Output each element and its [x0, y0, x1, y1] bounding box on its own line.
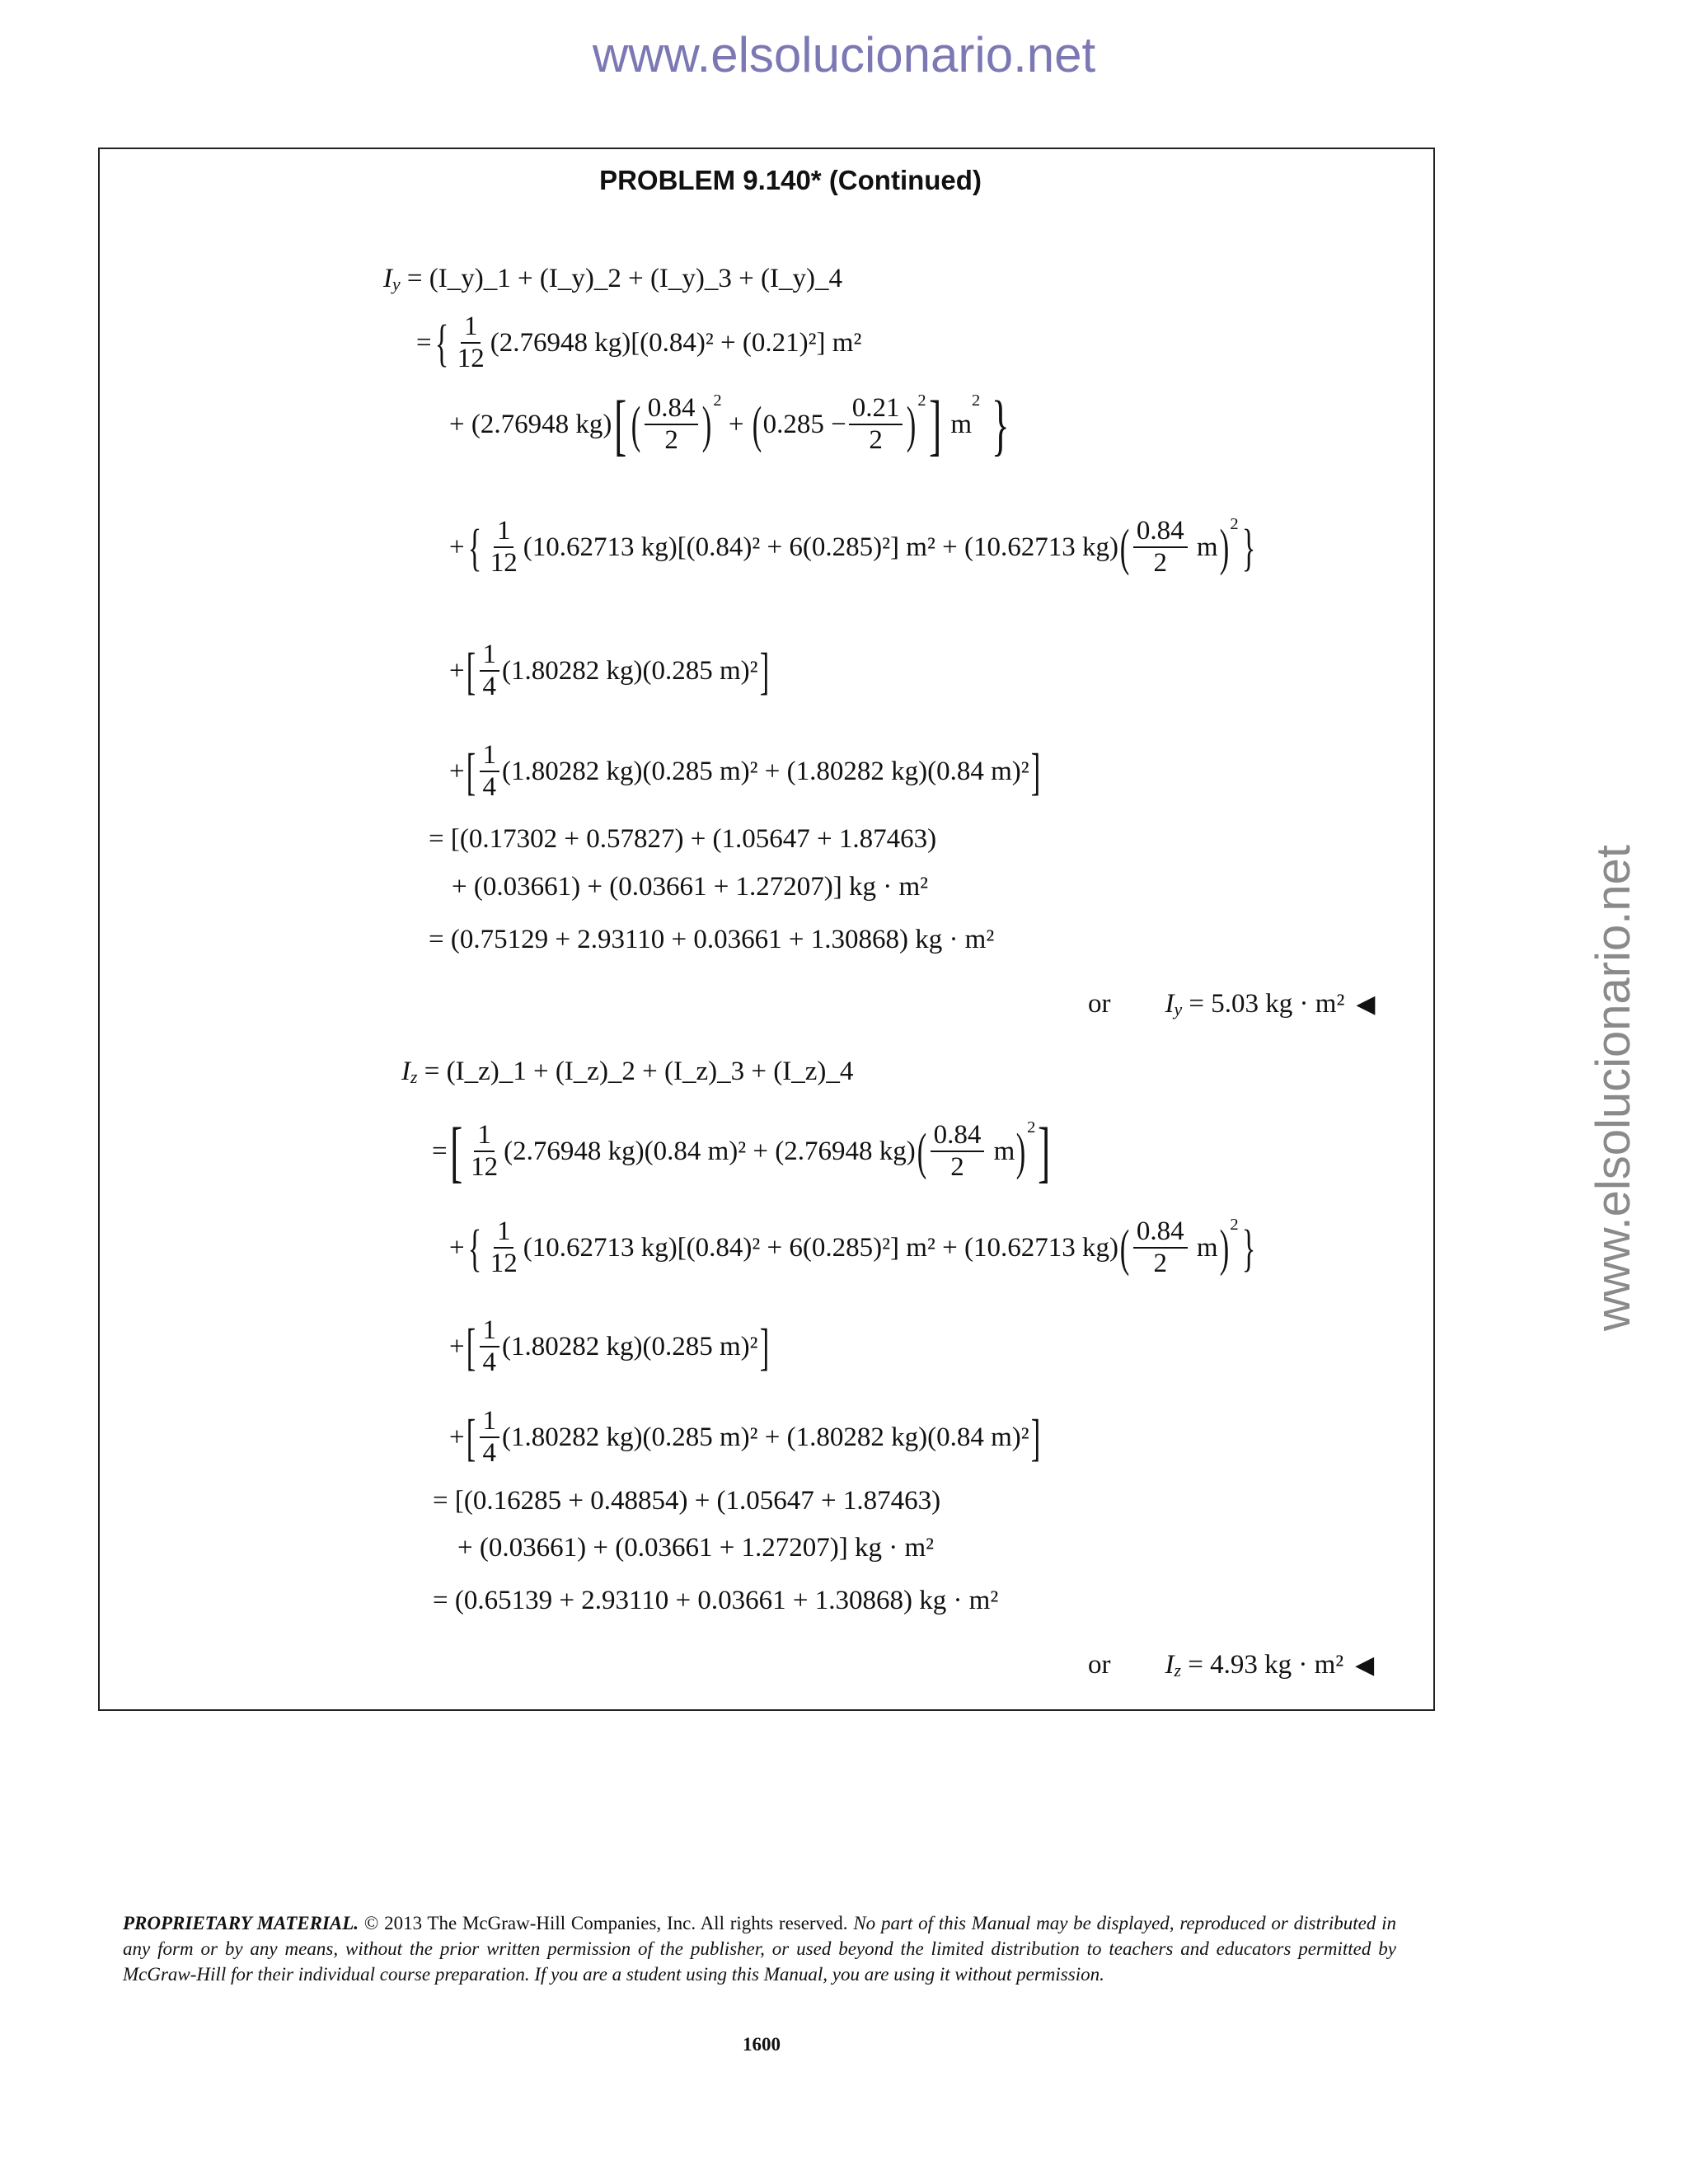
iy-result: or I y = 5.03 kg · m² ◀ — [1088, 989, 1376, 1019]
iz-line-3: + { $\frac{1}{12}$ (10.62713 kg)[(0.84)² + 6(0.285)²] m² + (10.62713 kg) ( $\frac{0.84}{2}$ m ) 2 } — [449, 1216, 1255, 1278]
iz-line-1: I z = (I_z)_1 + (I_z)_2 + (I_z)_3 + (I_z)_4 — [401, 1057, 854, 1087]
iz-line-4: + [ $\frac{1}{4}$ (1.80282 kg)(0.285 m)² ] — [449, 1315, 769, 1377]
iz-line-7: + (0.03661) + (0.03661 + 1.27207)] kg · m² — [457, 1533, 935, 1563]
iz-line-6: = [(0.16285 + 0.48854) + (1.05647 + 1.87463) — [433, 1486, 941, 1516]
iy-line-3: + (2.76948 kg) [ ( $\frac{0.84}{2}$ ) 2 + ( 0.285 − $\frac{0.21}{2}$ ) 2 ] m 2 } — [449, 387, 1010, 462]
iy-line-6: + [ $\frac{1}{4}$ (1.80282 kg)(0.285 m)² + (1.80282 kg)(0.84 m)² ] — [449, 740, 1040, 802]
answer-marker-icon: ◀ — [1355, 1651, 1375, 1680]
iy-line-7: = [(0.17302 + 0.57827) + (1.05647 + 1.87463) — [429, 824, 937, 854]
iy-line-8: + (0.03661) + (0.03661 + 1.27207)] kg · m² — [452, 872, 929, 902]
iy-term-1: (2.76948 kg)[(0.84)² + (0.21)²] m² — [490, 327, 862, 358]
watermark-top: www.elsolucionario.net — [592, 27, 1096, 82]
iy-line-9: = (0.75129 + 2.93110 + 0.03661 + 1.30868) kg · m² — [429, 925, 995, 954]
watermark-side: www.elsolucionario.net — [1587, 845, 1640, 1331]
iz-line-5: + [ $\frac{1}{4}$ (1.80282 kg)(0.285 m)² + (1.80282 kg)(0.84 m)² ] — [449, 1406, 1040, 1468]
problem-title: PROBLEM 9.140* (Continued) — [599, 165, 982, 195]
iz-line-2: = [ $\frac{1}{12}$ (2.76948 kg)(0.84 m)² + (2.76948 kg) ( $\frac{0.84}{2}$ m ) 2 ] — [432, 1113, 1051, 1189]
iy-sum: = (I_y)_1 + (I_y)_2 + (I_y)_3 + (I_y)_4 — [406, 264, 842, 293]
iz-result: or I z = 4.93 kg · m² ◀ — [1088, 1650, 1375, 1680]
iy-line-1: I y = (I_y)_1 + (I_y)_2 + (I_y)_3 + (I_y)_4 — [383, 264, 842, 294]
answer-marker-icon: ◀ — [1356, 990, 1376, 1019]
iy-line-2: = { $\frac{1}{12}$ (2.76948 kg)[(0.84)² + (0.21)²] m² — [416, 312, 862, 373]
iy-line-4: + { $\frac{1}{12}$ (10.62713 kg)[(0.84)² + 6(0.285)²] m² + (10.62713 kg) ( $\frac{0.84}{2}$ m ) 2 } — [449, 515, 1255, 578]
copyright-footer: PROPRIETARY MATERIAL. © 2013 The McGraw-Hill Companies, Inc. All rights reserved. No part of this Manual may be displayed, reproduced or distributed in any form or by any means, without the prior written permission of the publisher, or used beyond the limited distribution to teachers and educators permitted by McGraw-Hill for their individual course preparation. If you are a student using this Manual, you are using it without permission. — [123, 1913, 1396, 1985]
iy-line-5: + [ $\frac{1}{4}$ (1.80282 kg)(0.285 m)² ] — [449, 640, 769, 701]
page-number: 1600 — [743, 2034, 781, 2055]
iz-line-8: = (0.65139 + 2.93110 + 0.03661 + 1.30868) kg · m² — [433, 1586, 999, 1615]
